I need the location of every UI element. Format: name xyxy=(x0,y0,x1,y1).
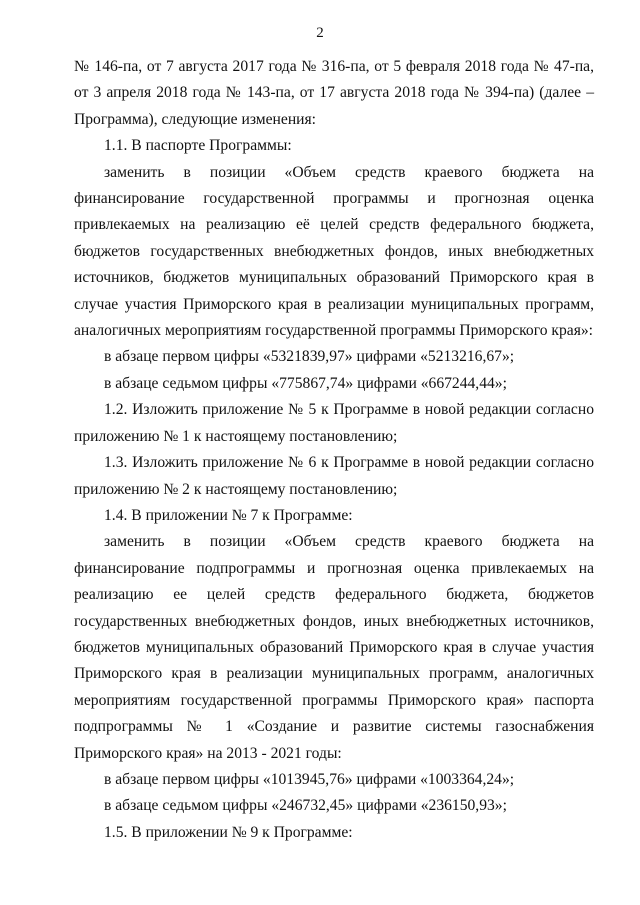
paragraph-subprogram-first-abzac-figures: в абзаце первом цифры «1013945,76» цифрами «1003364,24»; xyxy=(104,770,515,788)
paragraph-1-2: 1.2. Изложить приложение № 5 к Программе в новой редакции согласно приложению № 1 к настоящему постановлению; xyxy=(74,401,594,445)
paragraph-1-3: 1.3. Изложить приложение № 6 к Программе в новой редакции согласно приложению № 2 к настоящему постановлению; xyxy=(74,454,594,498)
document-body xyxy=(74,54,594,846)
paragraph-seventh-abzac-figures: в абзаце седьмом цифры «775867,74» цифрами «667244,44»; xyxy=(104,374,507,392)
page-number: 2 xyxy=(316,25,324,41)
paragraph-1-4-heading: 1.4. В приложении № 7 к Программе: xyxy=(104,506,353,524)
paragraph-subprogram-seventh-abzac-figures: в абзаце седьмом цифры «246732,45» цифрами «236150,93»; xyxy=(104,797,507,815)
paragraph-first-abzac-figures: в абзаце первом цифры «5321839,97» цифрами «5213216,67»; xyxy=(104,348,515,366)
paragraph-1-5-heading: 1.5. В приложении № 9 к Программе: xyxy=(104,823,353,841)
paragraph-continuation: № 146-па, от 7 августа 2017 года № 316-па, от 5 февраля 2018 года № 47-па, от 3 апреля 2018 года № 143-па, от 17 августа 2018 года № 394-па) (далее – Программа), следующие изменения: xyxy=(74,58,594,128)
paragraph-1-1-heading: 1.1. В паспорте Программы: xyxy=(104,137,292,155)
paragraph-replace-program-position: заменить в позиции «Объем средств краевого бюджета на финансирование государственной программы и прогнозная оценка привлекаемых на реализацию её целей средств федерального бюджета, бюджетов государственных внебюджетных фондов, иных внебюджетных источников, бюджетов муниципальных образований Приморского края в случае участия Приморского края в реализации муниципальных программ, аналогичных мероприятиям государственной программы Приморского края»: xyxy=(74,163,594,340)
paragraph-replace-subprogram-position: заменить в позиции «Объем средств краевого бюджета на финансирование подпрограммы и прогнозная оценка привлекаемых на реализацию ее целей средств федерального бюджета, бюджетов государственных внебюджетных фондов, иных внебюджетных источников, бюджетов муниципальных образований Приморского края в случае участия Приморского края в реализации муниципальных программ, аналогичных мероприятиям государственной программы Приморского края» паспорта подпрограммы № 1 «Создание и развитие системы газоснабжения Приморского края» на 2013 - 2021 годы: xyxy=(74,533,594,762)
